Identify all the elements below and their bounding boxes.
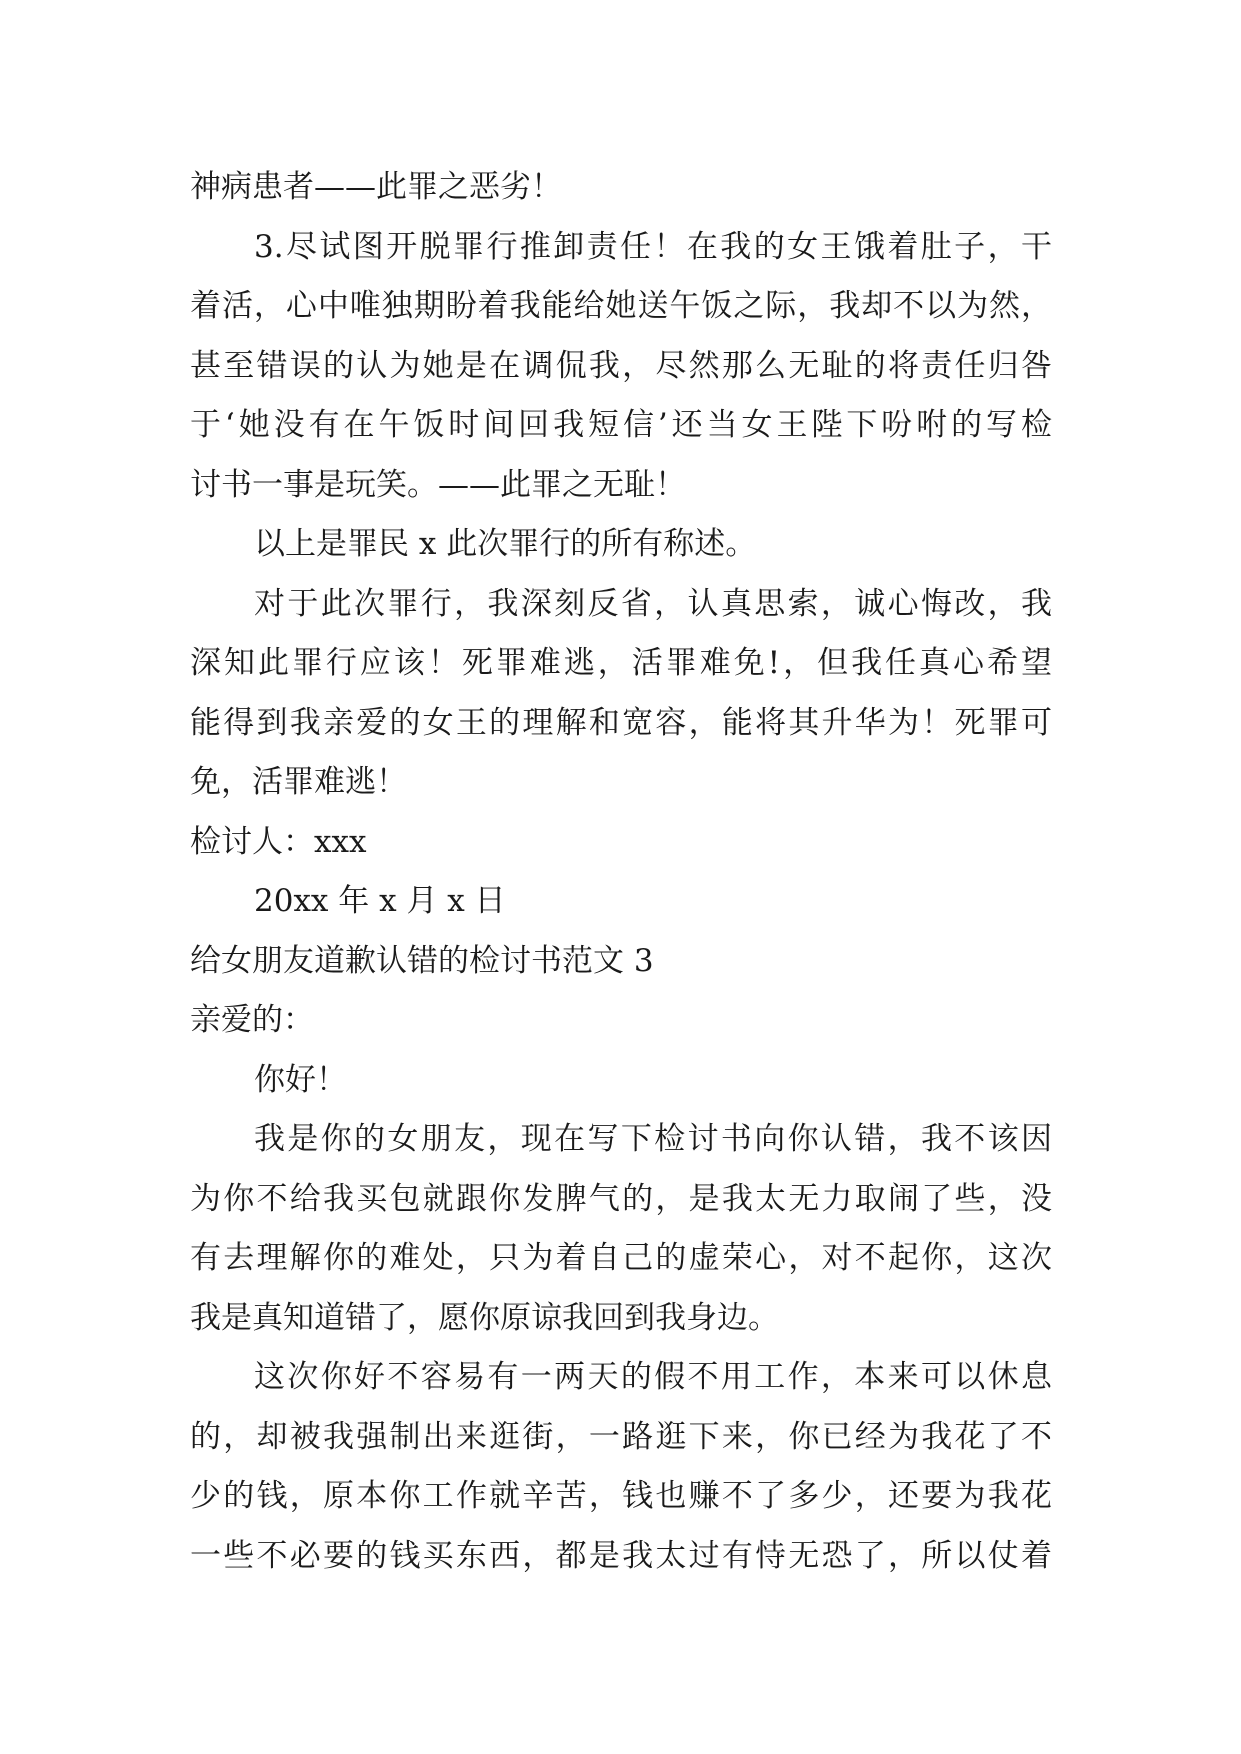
text-line: 我是你的女朋友，现在写下检讨书向你认错，我不该因 xyxy=(254,1121,1052,1157)
text-line: 神病患者——此罪之恶劣！ xyxy=(190,169,562,205)
text-line: 能得到我亲爱的女王的理解和宽容，能将其升华为！死罪可 xyxy=(190,704,1052,741)
text-line: 以上是罪民 x 此次罪行的所有称述。 xyxy=(254,526,757,562)
text-line: 对于此次罪行，我深刻反省，认真思索，诚心悔改，我 xyxy=(254,585,1052,622)
text-line: 我是真知道错了，愿你原谅我回到我身边。 xyxy=(190,1299,779,1336)
text-line: 免，活罪难逃！ xyxy=(190,764,407,800)
text-line: 有去理解你的难处，只为着自己的虚荣心，对不起你，这次 xyxy=(190,1240,1052,1276)
signer-line: 检讨人：xxx xyxy=(190,823,367,860)
section-title: 给女朋友道歉认错的检讨书范文 3 xyxy=(190,942,654,979)
text-line: 3.尽试图开脱罪行推卸责任！在我的女王饿着肚子，干 xyxy=(254,228,1052,265)
text-line: 少的钱，原本你工作就辛苦，钱也赚不了多少，还要为我花 xyxy=(190,1478,1052,1514)
text-line: 甚至错误的认为她是在调侃我，尽然那么无耻的将责任归咎 xyxy=(190,347,1052,384)
text-line: 深知此罪行应该！死罪难逃，活罪难免!，但我任真心希望 xyxy=(190,645,1052,681)
text-line: 讨书一事是玩笑。——此罪之无耻！ xyxy=(190,466,686,503)
text-line: 为你不给我买包就跟你发脾气的，是我太无力取闹了些，没 xyxy=(190,1180,1052,1217)
greeting: 你好！ xyxy=(254,1061,347,1098)
text-line: 这次你好不容易有一两天的假不用工作，本来可以休息 xyxy=(254,1359,1052,1395)
document-body xyxy=(190,158,1052,1586)
text-line: 着活，心中唯独期盼着我能给她送午饭之际，我却不以为然， xyxy=(190,288,1052,324)
text-line: 一些不必要的钱买东西，都是我太过有恃无恐了，所以仗着 xyxy=(190,1537,1052,1574)
text-line: 的，却被我强制出来逛街，一路逛下来，你已经为我花了不 xyxy=(190,1418,1052,1455)
salutation: 亲爱的： xyxy=(190,1002,314,1038)
date-line: 20xx 年 x 月 x 日 xyxy=(254,883,506,919)
text-line: 于‘她没有在午饭时间回我短信’还当女王陛下吩咐的写检 xyxy=(190,407,1052,443)
